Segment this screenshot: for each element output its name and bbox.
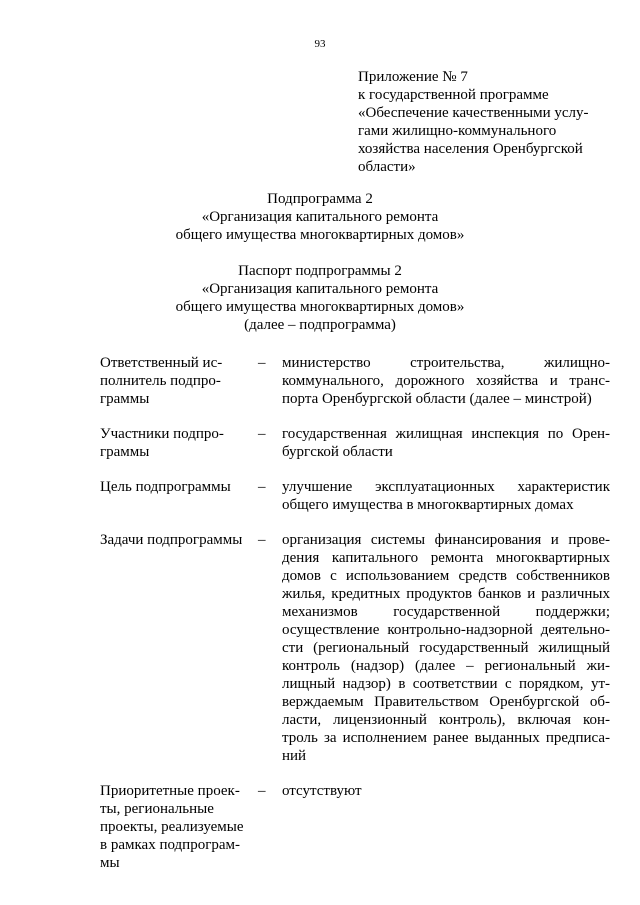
passport-value-line: бургской области <box>282 444 393 460</box>
passport-value-line: верждаемым Правительством Оренбургской об- <box>282 694 610 710</box>
passport-row-value <box>282 531 610 765</box>
passport-label-line: мы <box>100 855 120 871</box>
subprogram-title <box>0 190 640 244</box>
passport-label-line: Участники подпро- <box>100 426 224 442</box>
passport-title-line: (далее – подпрограмма) <box>244 317 396 333</box>
passport-value-line: порта Оренбургской области (далее – минстрой) <box>282 391 592 407</box>
passport-row <box>100 425 610 461</box>
passport-label-line: Приоритетные проек- <box>100 783 240 799</box>
appendix-line: области» <box>358 159 416 175</box>
passport-label-line: ты, региональные <box>100 801 214 817</box>
passport-value-line: отсутствуют <box>282 783 362 799</box>
passport-value-line: министерство строительства, жилищно- <box>282 355 610 371</box>
passport-row <box>100 354 610 408</box>
passport-row <box>100 531 610 765</box>
passport-value-line: контроль (надзор) (далее – региональный жи- <box>282 658 610 674</box>
passport-value-line: государственная жилищная инспекция по Орен- <box>282 426 610 442</box>
passport-title-line: Паспорт подпрограммы 2 <box>238 263 402 279</box>
passport-value-line: ласти, лицензионный контроль), включая кон- <box>282 712 610 728</box>
passport-label-line: проекты, реализуемые <box>100 819 244 835</box>
passport-label-line: полнитель подпро- <box>100 373 221 389</box>
passport-value-line: общего имущества в многоквартирных домах <box>282 497 574 513</box>
passport-value-line: ний <box>282 748 307 764</box>
passport-row-dash: – <box>258 426 266 442</box>
passport-row-label <box>100 531 255 765</box>
passport-row-label <box>100 782 255 872</box>
passport-row-label <box>100 354 255 408</box>
passport-title-line: общего имущества многоквартирных домов» <box>175 299 465 315</box>
passport-row <box>100 478 610 514</box>
appendix-header <box>358 68 608 176</box>
subprogram-title-line: «Организация капитального ремонта <box>201 209 439 225</box>
passport-value-line: организация системы финансирования и прове- <box>282 532 610 548</box>
appendix-line: гами жилищно-коммунального <box>358 123 557 139</box>
passport-value-line: улучшение эксплуатационных характеристик <box>282 479 610 495</box>
appendix-line: Приложение № 7 <box>358 69 468 85</box>
passport-row-value <box>282 478 610 514</box>
passport-value-line: осуществление контрольно-надзорной деятельно- <box>282 622 610 638</box>
appendix-line: хозяйства населения Оренбургской <box>358 141 583 157</box>
passport-label-line: граммы <box>100 391 150 407</box>
passport-row-value <box>282 354 610 408</box>
passport-label-line: в рамках подпрограм- <box>100 837 241 853</box>
passport-title-line: «Организация капитального ремонта <box>201 281 439 297</box>
passport-row-dash: – <box>258 479 266 495</box>
passport-value-line: механизмов государственной поддержки; <box>282 604 610 620</box>
passport-label-line: Цель подпрограммы <box>100 479 231 495</box>
passport-label-line: Ответственный ис- <box>100 355 223 371</box>
passport-value-line: дения капитального ремонта многоквартирных <box>282 550 610 566</box>
appendix-line: к государственной программе <box>358 87 549 103</box>
passport-title <box>0 262 640 334</box>
subprogram-title-line: Подпрограмма 2 <box>267 191 373 207</box>
passport-row-dash: – <box>258 783 266 799</box>
passport-row-value <box>282 782 610 872</box>
passport-value-line: коммунального, дорожного хозяйства и транс- <box>282 373 610 389</box>
passport-row <box>100 782 610 872</box>
passport-row-dash: – <box>258 532 266 548</box>
passport-label-line: граммы <box>100 444 150 460</box>
appendix-line: «Обеспечение качественными услу- <box>358 105 589 121</box>
passport-label-line: Задачи подпрограммы <box>100 532 243 548</box>
passport-table <box>100 354 610 889</box>
page-number: 93 <box>314 38 326 50</box>
passport-value-line: домов с использованием средств собственников <box>282 568 610 584</box>
subprogram-title-line: общего имущества многоквартирных домов» <box>175 227 465 243</box>
passport-row-label <box>100 478 255 514</box>
passport-value-line: жилья, кредитных продуктов банков и различных <box>282 586 610 602</box>
passport-value-line: сти (региональный государственный жилищный <box>282 640 610 656</box>
passport-row-label <box>100 425 255 461</box>
passport-value-line: троль за исполнением ранее выданных предписа- <box>282 730 610 746</box>
passport-row-value <box>282 425 610 461</box>
passport-value-line: лищный надзор) в соответствии с порядком, ут- <box>282 676 610 692</box>
passport-row-dash: – <box>258 355 266 371</box>
